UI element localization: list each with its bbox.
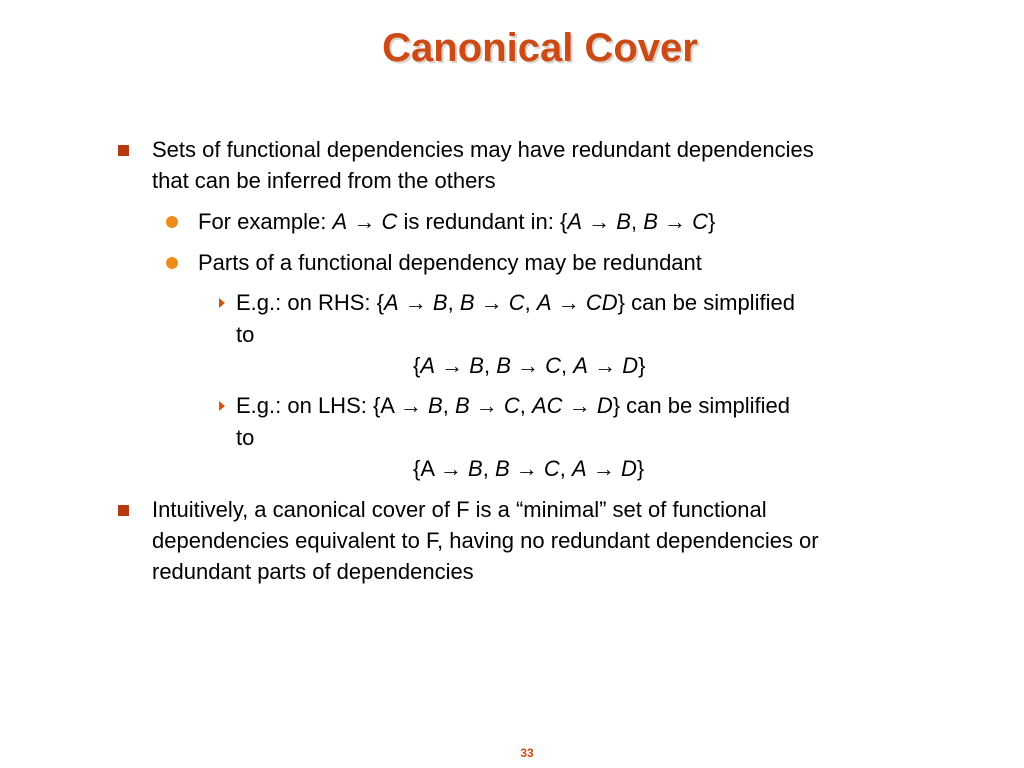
slide-title: Canonical Cover bbox=[382, 26, 698, 70]
rhs-example-line-1: E.g.: on RHS: {A → B, B → C, A → CD} can be simplified bbox=[236, 290, 795, 315]
lhs-example-line-1: E.g.: on LHS: {A → B, B → C, AC → D} can be simplified bbox=[236, 393, 791, 418]
sub-bullet-parts: Parts of a functional dependency may be redundant bbox=[198, 250, 702, 275]
square-bullet-icon bbox=[118, 505, 129, 516]
arrow-symbol: → bbox=[353, 209, 376, 234]
arrow-bullet-icon bbox=[219, 401, 225, 411]
lhs-example-line-2: to bbox=[236, 425, 255, 450]
bullet-2-line-3: redundant parts of dependencies bbox=[152, 559, 474, 584]
rhs-example-line-2: to bbox=[236, 322, 255, 347]
lhs-simplified: {A → B, B → C, A → D} bbox=[413, 456, 645, 481]
arrow-bullet-icon bbox=[219, 298, 225, 308]
round-bullet-icon bbox=[166, 216, 178, 228]
page-number: 33 bbox=[520, 746, 534, 760]
round-bullet-icon bbox=[166, 257, 178, 269]
bullet-1-line-2: that can be inferred from the others bbox=[152, 168, 496, 193]
square-bullet-icon bbox=[118, 145, 129, 156]
bullet-1-line-1: Sets of functional dependencies may have redundant dependencies bbox=[152, 137, 814, 162]
sub-bullet-example: For example: A → C is redundant in: {A → B, B → C} bbox=[198, 209, 716, 234]
bullet-2-line-2: dependencies equivalent to F, having no redundant dependencies or bbox=[152, 528, 819, 553]
bullet-2-line-1: Intuitively, a canonical cover of F is a “minimal” set of functional bbox=[152, 497, 767, 522]
rhs-simplified: {A → B, B → C, A → D} bbox=[413, 353, 646, 378]
